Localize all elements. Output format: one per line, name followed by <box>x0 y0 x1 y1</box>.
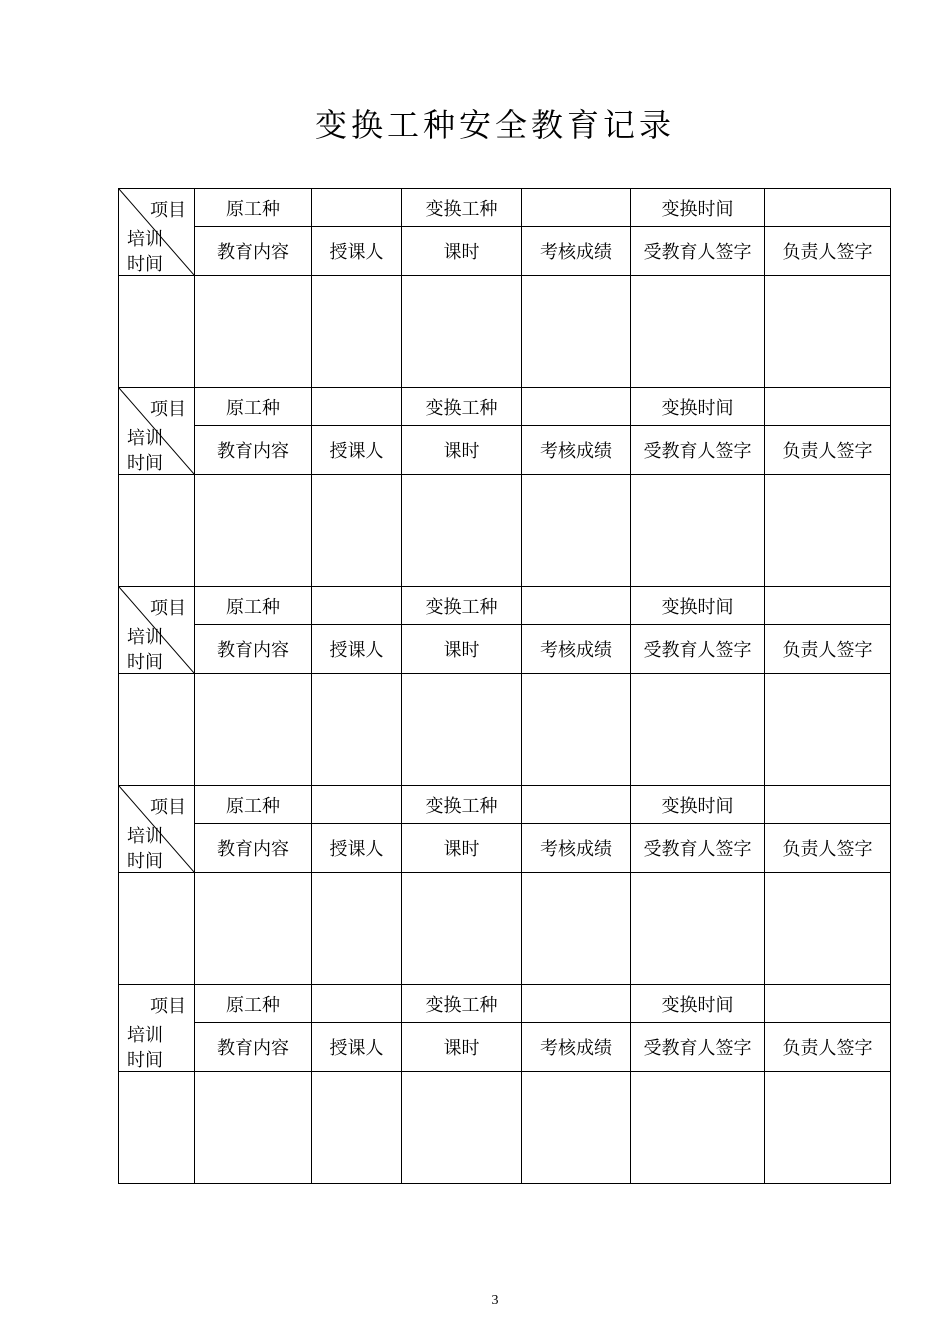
entry-cell[interactable] <box>402 873 522 985</box>
column-header: 课时 <box>402 824 522 873</box>
change-time-label: 变换时间 <box>631 786 765 824</box>
column-header-row <box>119 227 891 276</box>
entry-cell[interactable] <box>312 674 402 786</box>
original-job-label: 原工种 <box>195 189 312 227</box>
entry-row <box>119 674 891 786</box>
column-header: 负责人签字 <box>765 1023 891 1072</box>
entry-cell[interactable] <box>631 674 765 786</box>
header-row <box>119 388 891 426</box>
header-row <box>119 587 891 625</box>
training-label: 培训 <box>127 1025 163 1046</box>
header-row <box>119 786 891 824</box>
original-job-field[interactable] <box>312 388 402 426</box>
new-job-field[interactable] <box>522 985 631 1023</box>
column-header: 考核成绩 <box>522 1023 631 1072</box>
original-job-label: 原工种 <box>195 587 312 625</box>
entry-row <box>119 873 891 985</box>
training-time-cell[interactable] <box>119 475 195 587</box>
new-job-field[interactable] <box>522 587 631 625</box>
entry-cell[interactable] <box>631 1072 765 1184</box>
corner-header-cell <box>119 587 195 674</box>
change-time-field[interactable] <box>765 587 891 625</box>
entry-cell[interactable] <box>522 1072 631 1184</box>
column-header-row <box>119 426 891 475</box>
column-header-row <box>119 625 891 674</box>
entry-cell[interactable] <box>312 475 402 587</box>
change-time-field[interactable] <box>765 786 891 824</box>
corner-header-cell <box>119 786 195 873</box>
column-header: 负责人签字 <box>765 625 891 674</box>
column-header: 教育内容 <box>195 1023 312 1072</box>
new-job-field[interactable] <box>522 786 631 824</box>
time-label: 时间 <box>127 254 163 275</box>
entry-cell[interactable] <box>631 276 765 388</box>
original-job-field[interactable] <box>312 985 402 1023</box>
original-job-field[interactable] <box>312 587 402 625</box>
training-time-cell[interactable] <box>119 276 195 388</box>
column-header: 负责人签字 <box>765 227 891 276</box>
column-header: 受教育人签字 <box>631 426 765 475</box>
entry-cell[interactable] <box>312 1072 402 1184</box>
item-label: 项目 <box>150 598 186 619</box>
entry-cell[interactable] <box>402 276 522 388</box>
column-header: 教育内容 <box>195 227 312 276</box>
item-label: 项目 <box>150 399 186 420</box>
corner-header-cell <box>119 388 195 475</box>
change-time-label: 变换时间 <box>631 985 765 1023</box>
entry-cell[interactable] <box>522 276 631 388</box>
entry-row <box>119 475 891 587</box>
training-time-label <box>127 625 163 674</box>
new-job-label: 变换工种 <box>402 189 522 227</box>
training-time-label <box>127 426 163 475</box>
training-time-label <box>127 1023 163 1072</box>
column-header: 课时 <box>402 1023 522 1072</box>
entry-cell[interactable] <box>312 873 402 985</box>
column-header: 考核成绩 <box>522 227 631 276</box>
training-label: 培训 <box>127 229 163 250</box>
time-label: 时间 <box>127 453 163 474</box>
entry-cell[interactable] <box>402 475 522 587</box>
entry-cell[interactable] <box>195 276 312 388</box>
training-label: 培训 <box>127 826 163 847</box>
entry-cell[interactable] <box>522 475 631 587</box>
training-time-cell[interactable] <box>119 1072 195 1184</box>
column-header-row <box>119 1023 891 1072</box>
column-header: 考核成绩 <box>522 625 631 674</box>
original-job-label: 原工种 <box>195 786 312 824</box>
entry-cell[interactable] <box>522 873 631 985</box>
change-time-label: 变换时间 <box>631 388 765 426</box>
column-header: 受教育人签字 <box>631 1023 765 1072</box>
entry-cell[interactable] <box>631 873 765 985</box>
corner-header-cell <box>119 985 195 1072</box>
column-header: 受教育人签字 <box>631 824 765 873</box>
entry-cell[interactable] <box>765 1072 891 1184</box>
training-time-label <box>127 227 163 276</box>
training-label: 培训 <box>127 428 163 449</box>
entry-cell[interactable] <box>402 1072 522 1184</box>
column-header: 课时 <box>402 426 522 475</box>
change-time-field[interactable] <box>765 189 891 227</box>
change-time-field[interactable] <box>765 388 891 426</box>
entry-cell[interactable] <box>312 276 402 388</box>
corner-header-cell <box>119 189 195 276</box>
time-label: 时间 <box>127 652 163 673</box>
column-header: 授课人 <box>312 227 402 276</box>
column-header: 授课人 <box>312 1023 402 1072</box>
header-row <box>119 189 891 227</box>
original-job-field[interactable] <box>312 189 402 227</box>
column-header: 授课人 <box>312 426 402 475</box>
training-record-table <box>118 188 891 1184</box>
new-job-field[interactable] <box>522 388 631 426</box>
column-header: 授课人 <box>312 824 402 873</box>
entry-cell[interactable] <box>195 1072 312 1184</box>
time-label: 时间 <box>127 1050 163 1071</box>
header-row <box>119 985 891 1023</box>
page-number: 3 <box>491 1293 499 1308</box>
column-header: 课时 <box>402 227 522 276</box>
entry-cell[interactable] <box>765 674 891 786</box>
time-label: 时间 <box>127 851 163 872</box>
original-job-field[interactable] <box>312 786 402 824</box>
column-header: 教育内容 <box>195 824 312 873</box>
new-job-label: 变换工种 <box>402 985 522 1023</box>
column-header: 受教育人签字 <box>631 625 765 674</box>
column-header: 授课人 <box>312 625 402 674</box>
new-job-field[interactable] <box>522 189 631 227</box>
original-job-label: 原工种 <box>195 985 312 1023</box>
column-header: 考核成绩 <box>522 426 631 475</box>
column-header: 受教育人签字 <box>631 227 765 276</box>
document-title: 变换工种安全教育记录 <box>314 106 675 144</box>
column-header: 教育内容 <box>195 426 312 475</box>
column-header: 考核成绩 <box>522 824 631 873</box>
entry-cell[interactable] <box>765 475 891 587</box>
entry-cell[interactable] <box>765 276 891 388</box>
item-label: 项目 <box>150 200 186 221</box>
change-time-label: 变换时间 <box>631 189 765 227</box>
new-job-label: 变换工种 <box>402 587 522 625</box>
change-time-label: 变换时间 <box>631 587 765 625</box>
entry-cell[interactable] <box>631 475 765 587</box>
item-label: 项目 <box>150 996 186 1017</box>
entry-cell[interactable] <box>522 674 631 786</box>
entry-row <box>119 276 891 388</box>
column-header: 负责人签字 <box>765 824 891 873</box>
entry-cell[interactable] <box>195 873 312 985</box>
column-header: 教育内容 <box>195 625 312 674</box>
entry-cell[interactable] <box>765 873 891 985</box>
training-time-label <box>127 824 163 873</box>
entry-cell[interactable] <box>195 475 312 587</box>
entry-row <box>119 1072 891 1184</box>
item-label: 项目 <box>150 797 186 818</box>
original-job-label: 原工种 <box>195 388 312 426</box>
column-header-row <box>119 824 891 873</box>
new-job-label: 变换工种 <box>402 388 522 426</box>
training-label: 培训 <box>127 627 163 648</box>
training-time-cell[interactable] <box>119 873 195 985</box>
change-time-field[interactable] <box>765 985 891 1023</box>
training-time-cell[interactable] <box>119 674 195 786</box>
new-job-label: 变换工种 <box>402 786 522 824</box>
entry-cell[interactable] <box>195 674 312 786</box>
column-header: 负责人签字 <box>765 426 891 475</box>
column-header: 课时 <box>402 625 522 674</box>
entry-cell[interactable] <box>402 674 522 786</box>
